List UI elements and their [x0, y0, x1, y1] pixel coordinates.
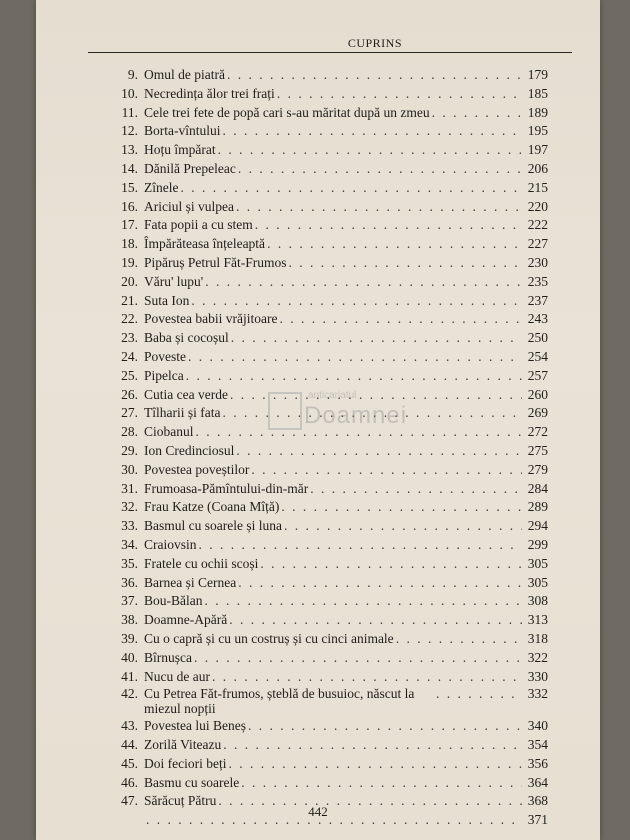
toc-entry — [108, 235, 548, 254]
dot-leader — [231, 329, 522, 348]
entry-number: 24. — [121, 348, 138, 364]
entry-number: 47. — [121, 793, 138, 809]
dot-leader — [255, 216, 522, 235]
entry-page-number: 206 — [527, 160, 548, 176]
entry-number: 29. — [121, 442, 138, 458]
entry-number: 43. — [121, 718, 138, 734]
entry-title: Zorilă Viteazu — [144, 737, 222, 753]
dot-leader — [281, 498, 522, 517]
entry-page-number: 260 — [527, 386, 548, 402]
dot-leader — [194, 649, 522, 668]
toc-entry — [108, 592, 548, 611]
dot-leader — [279, 310, 522, 329]
toc-entry — [108, 348, 548, 367]
entry-number: 39. — [121, 630, 138, 646]
entry-page-number: 364 — [527, 774, 548, 790]
watermark — [268, 392, 418, 432]
entry-number: 16. — [121, 198, 138, 214]
entry-number: 35. — [121, 555, 138, 571]
entry-number: 37. — [121, 593, 138, 609]
entry-number: 12. — [121, 123, 138, 139]
entry-number: 40. — [121, 649, 138, 665]
dot-leader — [218, 141, 522, 160]
entry-number: 33. — [121, 518, 138, 534]
toc-entry — [108, 367, 548, 386]
entry-page-number: 189 — [527, 104, 548, 120]
entry-title: Basmu cu soarele — [144, 774, 240, 790]
entry-page-number: 195 — [527, 123, 548, 139]
entry-title: Ciobanul — [144, 424, 194, 440]
entry-number: 20. — [121, 273, 138, 289]
toc-entry — [108, 329, 548, 348]
entry-number: 45. — [121, 755, 138, 771]
entry-title: Hoțu împărat — [144, 142, 216, 158]
entry-title: Ion Credinciosul — [144, 442, 235, 458]
entry-title: Pipăruș Petrul Făt-Frumos — [144, 254, 287, 270]
entry-page-number: 368 — [527, 793, 548, 809]
entry-page-number: 330 — [527, 668, 548, 684]
dot-leader — [238, 160, 522, 179]
entry-title: Bou-Bălan — [144, 593, 203, 609]
entry-title: Poveste — [144, 348, 186, 364]
dot-leader — [186, 367, 522, 386]
toc-entry — [108, 717, 548, 736]
entry-number: 11. — [121, 104, 138, 120]
dot-leader — [199, 536, 523, 555]
toc-entry — [108, 461, 548, 480]
entry-page-number: 305 — [527, 574, 548, 590]
entry-number: 44. — [121, 737, 138, 753]
dot-leader — [396, 630, 522, 649]
toc-entry — [108, 536, 548, 555]
toc-entry — [108, 517, 548, 536]
dot-leader — [238, 574, 522, 593]
entry-number: 22. — [121, 311, 138, 327]
dot-leader — [236, 442, 522, 461]
entry-page-number: 197 — [527, 142, 548, 158]
entry-number: 41. — [121, 668, 138, 684]
dot-leader — [436, 686, 522, 701]
dot-leader — [205, 592, 523, 611]
entry-number: 42. — [121, 686, 138, 702]
toc-entry — [108, 755, 548, 774]
entry-number: 23. — [121, 330, 138, 346]
toc-entry — [108, 480, 548, 499]
toc-entry — [108, 649, 548, 668]
entry-title: Fata popii a cu stem — [144, 217, 253, 233]
entry-title: Basmul cu soarele și luna — [144, 518, 282, 534]
dot-leader — [284, 517, 522, 536]
toc-entry — [108, 686, 548, 717]
entry-number: 15. — [121, 179, 138, 195]
toc-entry — [108, 668, 548, 687]
toc-entry — [108, 66, 548, 85]
entry-page-number: 237 — [527, 292, 548, 308]
entry-page-number: 332 — [527, 686, 548, 702]
entry-number: 18. — [121, 236, 138, 252]
toc-entry — [108, 498, 548, 517]
toc-entry — [108, 254, 548, 273]
entry-number: 14. — [121, 160, 138, 176]
entry-number: 32. — [121, 499, 138, 515]
entry-number: 27. — [121, 405, 138, 421]
page-number: 442 — [308, 804, 328, 819]
dot-leader — [260, 555, 522, 574]
dot-leader — [236, 198, 522, 217]
dot-leader — [223, 122, 523, 141]
entry-number: 10. — [121, 85, 138, 101]
entry-page-number: 354 — [527, 737, 548, 753]
entry-title: Împărăteasa înțeleaptă — [144, 236, 266, 252]
watermark-logo-icon — [268, 392, 302, 430]
entry-page-number: 257 — [527, 367, 548, 383]
toc-entry — [108, 555, 548, 574]
entry-title: Craiovsin — [144, 536, 197, 552]
entry-number: 26. — [121, 386, 138, 402]
entry-title: Frumoasa-Pămîntului-din-măr — [144, 480, 309, 496]
toc-entry — [108, 292, 548, 311]
dot-leader — [205, 273, 522, 292]
toc-entry — [108, 630, 548, 649]
dot-leader — [188, 348, 522, 367]
entry-page-number: 322 — [527, 649, 548, 665]
toc-entry — [108, 85, 548, 104]
dot-leader — [267, 235, 522, 254]
entry-number: 21. — [121, 292, 138, 308]
entry-title: Dănilă Prepeleac — [144, 160, 236, 176]
entry-title: Suta Ion — [144, 292, 190, 308]
toc-entry — [108, 310, 548, 329]
entry-title: Frau Katze (Coana Mîță) — [144, 499, 280, 515]
entry-title: Nucu de aur — [144, 668, 210, 684]
entry-page-number: 272 — [527, 424, 548, 440]
dot-leader — [432, 104, 522, 123]
toc-entry — [108, 611, 548, 630]
entry-page-number: 254 — [527, 348, 548, 364]
entry-number: 38. — [121, 612, 138, 628]
entry-number: 19. — [121, 254, 138, 270]
book-page — [36, 0, 600, 840]
entry-title: Pipelca — [144, 367, 184, 383]
entry-title: Povestea babii vrăjitoare — [144, 311, 278, 327]
entry-title: Omul de piatră — [144, 67, 225, 82]
watermark-small-text: anticariatul — [308, 390, 357, 401]
entry-page-number: 227 — [527, 236, 548, 252]
entry-number: 13. — [121, 142, 138, 158]
dot-leader — [212, 668, 522, 687]
entry-page-number: 289 — [527, 499, 548, 515]
entry-page-number: 356 — [527, 755, 548, 771]
entry-page-number: 185 — [527, 85, 548, 101]
entry-number: 25. — [121, 367, 138, 383]
toc-entry — [108, 179, 548, 198]
toc-entry — [108, 442, 548, 461]
entry-page-number: 299 — [527, 536, 548, 552]
dot-leader — [223, 736, 522, 755]
toc-entry — [108, 104, 548, 123]
dot-leader — [277, 85, 522, 104]
entry-title: Zînele — [144, 179, 179, 195]
toc-entry — [108, 273, 548, 292]
entry-title: Cu o capră și cu un costruș și cu cinci animale — [144, 630, 394, 646]
entry-page-number: 250 — [527, 330, 548, 346]
entry-title: Cu Petrea Făt-frumos, șteblă de busuioc, născut la miezul nopții — [144, 686, 415, 717]
entry-title: Ariciul și vulpea — [144, 198, 234, 214]
header-title: CUPRINS — [347, 36, 402, 50]
entry-page-number: 230 — [527, 254, 548, 270]
entry-page-number: 294 — [527, 518, 548, 534]
dot-leader — [180, 179, 522, 198]
entry-page-number: 243 — [527, 311, 548, 327]
entry-title: Baba și cocoșul — [144, 330, 229, 346]
entry-title: Cutia cea verde — [144, 386, 228, 402]
entry-page-number: 371 — [527, 812, 548, 828]
entry-title: Fratele cu ochii scoși — [144, 555, 259, 571]
toc-entry — [108, 574, 548, 593]
entry-page-number: 179 — [527, 67, 548, 82]
entry-page-number: 308 — [527, 593, 548, 609]
entry-number: 17. — [121, 217, 138, 233]
dot-leader — [310, 480, 522, 499]
dot-leader — [229, 611, 522, 630]
entry-number: 30. — [121, 461, 138, 477]
entry-page-number: 305 — [527, 555, 548, 571]
entry-title: Barnea și Cernea — [144, 574, 237, 590]
entry-title: Povestea lui Beneș — [144, 718, 246, 734]
dot-leader — [251, 461, 522, 480]
entry-title: Cele trei fete de popă cari s-au măritat după un zmeu — [144, 104, 430, 120]
toc-entry — [108, 216, 548, 235]
entry-title: Povestea poveștilor — [144, 461, 250, 477]
watermark-big-text: Doamnei — [304, 402, 408, 429]
dot-leader — [241, 774, 522, 793]
entry-page-number: 313 — [527, 612, 548, 628]
entry-number: 36. — [121, 574, 138, 590]
toc-entry — [108, 122, 548, 141]
entry-title: Bîrnușca — [144, 649, 192, 665]
toc-entry — [108, 160, 548, 179]
entry-page-number: 275 — [527, 442, 548, 458]
dot-leader — [289, 254, 522, 273]
entry-title: Sărăcuț Pătru — [144, 793, 217, 809]
entry-title: Necredința ălor trei frați — [144, 85, 275, 101]
dot-leader — [191, 292, 522, 311]
entry-page-number: 222 — [527, 217, 548, 233]
toc-entry — [108, 198, 548, 217]
entry-page-number: 235 — [527, 273, 548, 289]
entry-number: 34. — [121, 536, 138, 552]
entry-page-number: 279 — [527, 461, 548, 477]
running-header — [88, 32, 572, 53]
toc-entry — [108, 774, 548, 793]
entry-page-number: 340 — [527, 718, 548, 734]
entry-title: Doi feciori beți — [144, 755, 227, 771]
dot-leader — [228, 755, 522, 774]
entry-number: 9. — [127, 67, 138, 82]
entry-title: Tîlharii și fata — [144, 405, 221, 421]
table-of-contents — [108, 66, 548, 830]
entry-page-number: 269 — [527, 405, 548, 421]
toc-entry — [108, 141, 548, 160]
entry-title: Doamne-Apără — [144, 612, 228, 628]
entry-page-number: 318 — [527, 630, 548, 646]
entry-number: 46. — [121, 774, 138, 790]
toc-entry — [108, 736, 548, 755]
entry-page-number: 215 — [527, 179, 548, 195]
entry-page-number: 284 — [527, 480, 548, 496]
entry-number: 31. — [121, 480, 138, 496]
dot-leader — [248, 717, 522, 736]
entry-title: Văru' lupu' — [144, 273, 204, 289]
entry-title: Borta-vîntului — [144, 123, 221, 139]
dot-leader — [227, 66, 522, 85]
entry-number: 28. — [121, 424, 138, 440]
entry-page-number: 220 — [527, 198, 548, 214]
